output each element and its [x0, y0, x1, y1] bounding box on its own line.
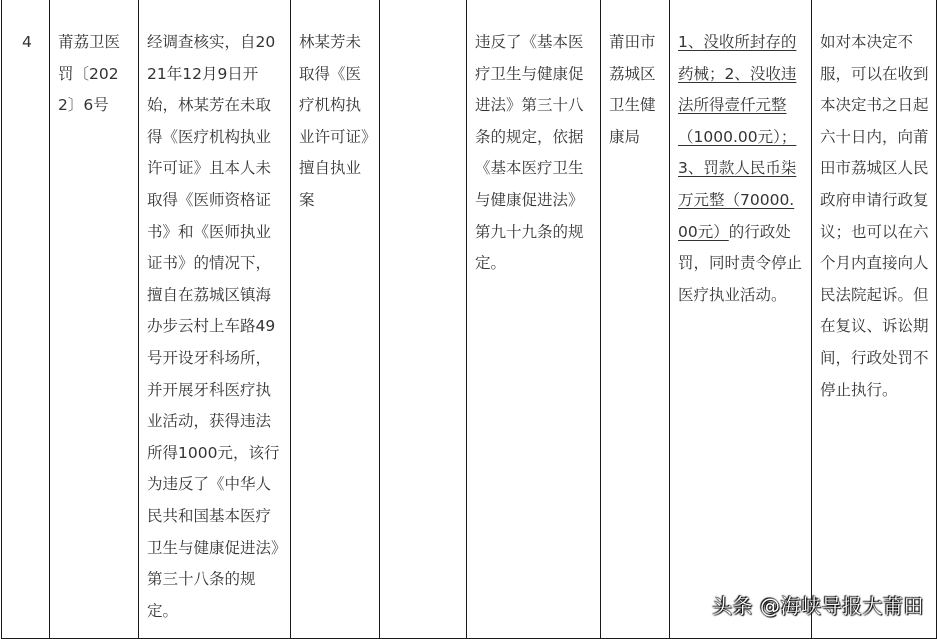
facts-cell: 经调查核实，自2021年12月9日开始，林某芳在未取得《医疗机构执业许可证》且本人未取得《医师资格证书》和《医师执业证书》的情况下，擅自在荔城区镇海办步云村上车路49号开设牙科场所，并开展牙科医疗执业活动，获得违法所得1000元，该行为违反了《中华人民共和国基本医疗卫生与健康促进法》第三十八条的规定。 [139, 0, 291, 639]
case-name-cell: 林某芳未取得《医疗机构执业许可证》擅自执业案 [291, 0, 380, 639]
penalty-rest: 的行政处罚，同时责令停止医疗执业活动。 [678, 222, 803, 304]
penalty-cell [670, 0, 812, 639]
empty-cell [380, 0, 467, 639]
row-number-cell: 4 [2, 0, 50, 639]
document-number-cell: 莆荔卫医罚〔2022〕6号 [50, 0, 139, 639]
penalty-items: 1、没收所封存的药械；2、没收违法所得壹仟元整（1000.00元）；3、罚款人民币柒万元整（70000.00元） [678, 33, 797, 241]
table-row [2, 0, 937, 639]
penalty-table [1, 0, 937, 639]
remedy-cell: 如对本决定不服，可以在收到本决定书之日起六十日内，向莆田市荔城区人民政府申请行政复议；也可以在六个月内直接向人民法院起诉。但在复议、诉讼期间，行政处罚不停止执行。 [812, 0, 937, 639]
source-watermark: 头条 @海峡导报大莆田 [712, 594, 924, 618]
legal-basis-cell: 违反了《基本医疗卫生与健康促进法》第三十八条的规定，依据《基本医疗卫生与健康促进法》第九十九条的规定。 [467, 0, 601, 639]
authority-cell: 莆田市荔城区卫生健康局 [601, 0, 670, 639]
